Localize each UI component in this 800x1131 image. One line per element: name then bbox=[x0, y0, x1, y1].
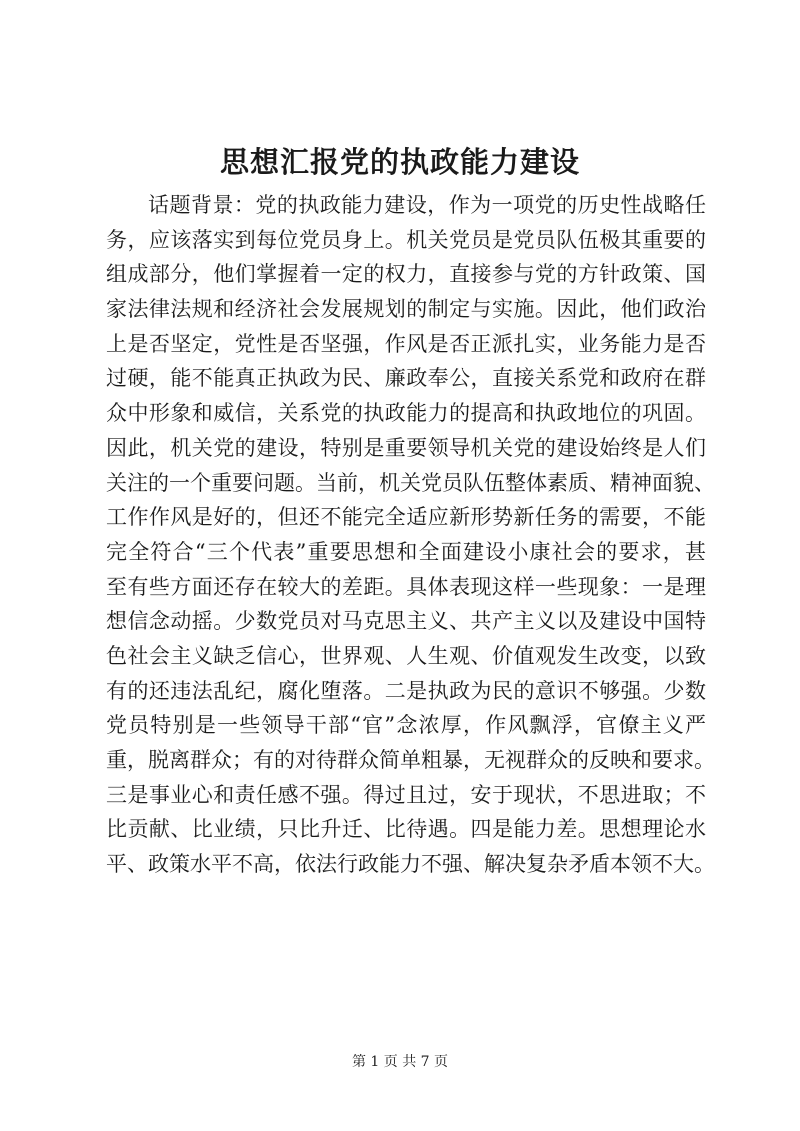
paragraph-line: 关注的一个重要问题。当前，机关党员队伍整体素质、精神面貌、 bbox=[106, 470, 715, 495]
paragraph-line: 工作作风是好的，但还不能完全适应新形势新任务的需要，不能 bbox=[106, 505, 706, 530]
paragraph-line: 有的还违法乱纪，腐化堕落。二是执政为民的意识不够强。少数 bbox=[106, 678, 706, 703]
page-footer: 第 1 页 共 7 页 bbox=[351, 1054, 449, 1070]
paragraph-line: 完全符合“三个代表”重要思想和全面建设小康社会的要求，甚 bbox=[106, 539, 706, 564]
paragraph-line: 三是事业心和责任感不强。得过且过，安于现状，不思进取；不 bbox=[106, 782, 706, 807]
paragraph-line: 话题背景：党的执政能力建设，作为一项党的历史性战略任 bbox=[148, 193, 706, 217]
paragraph-line: 家法律法规和经济社会发展规划的制定与实施。因此，他们政治 bbox=[106, 297, 706, 322]
document-body bbox=[106, 188, 715, 882]
paragraph-line: 因此，机关党的建设，特别是重要领导机关党的建设始终是人们 bbox=[106, 435, 706, 460]
paragraph-line: 重，脱离群众；有的对待群众简单粗暴，无视群众的反映和要求。 bbox=[106, 748, 715, 772]
paragraph-line: 至有些方面还存在较大的差距。具体表现这样一些现象：一是理 bbox=[106, 574, 706, 599]
paragraph-line: 色社会主义缺乏信心，世界观、人生观、价值观发生改变，以致 bbox=[106, 643, 706, 668]
paragraph-line: 比贡献、比业绩，只比升迁、比待遇。四是能力差。思想理论水 bbox=[106, 817, 706, 842]
paragraph-line: 组成部分，他们掌握着一定的权力，直接参与党的方针政策、国 bbox=[106, 262, 706, 287]
paragraph-line: 务，应该落实到每位党员身上。机关党员是党员队伍极其重要的 bbox=[106, 227, 706, 252]
paragraph-line: 党员特别是一些领导干部“官”念浓厚，作风飘浮，官僚主义严 bbox=[106, 713, 706, 738]
paragraph-line: 过硬，能不能真正执政为民、廉政奉公，直接关系党和政府在群 bbox=[106, 366, 706, 391]
paragraph-line: 众中形象和威信，关系党的执政能力的提高和执政地位的巩固。 bbox=[106, 401, 706, 426]
paragraph-line: 想信念动摇。少数党员对马克思主义、共产主义以及建设中国特 bbox=[106, 609, 706, 634]
paragraph-line: 平、政策水平不高，依法行政能力不强、解决复杂矛盾本领不大。 bbox=[106, 852, 715, 877]
paragraph-line: 上是否坚定，党性是否坚强，作风是否正派扎实，业务能力是否 bbox=[106, 331, 706, 356]
document-title: 思想汇报党的执政能力建设 bbox=[219, 145, 580, 179]
